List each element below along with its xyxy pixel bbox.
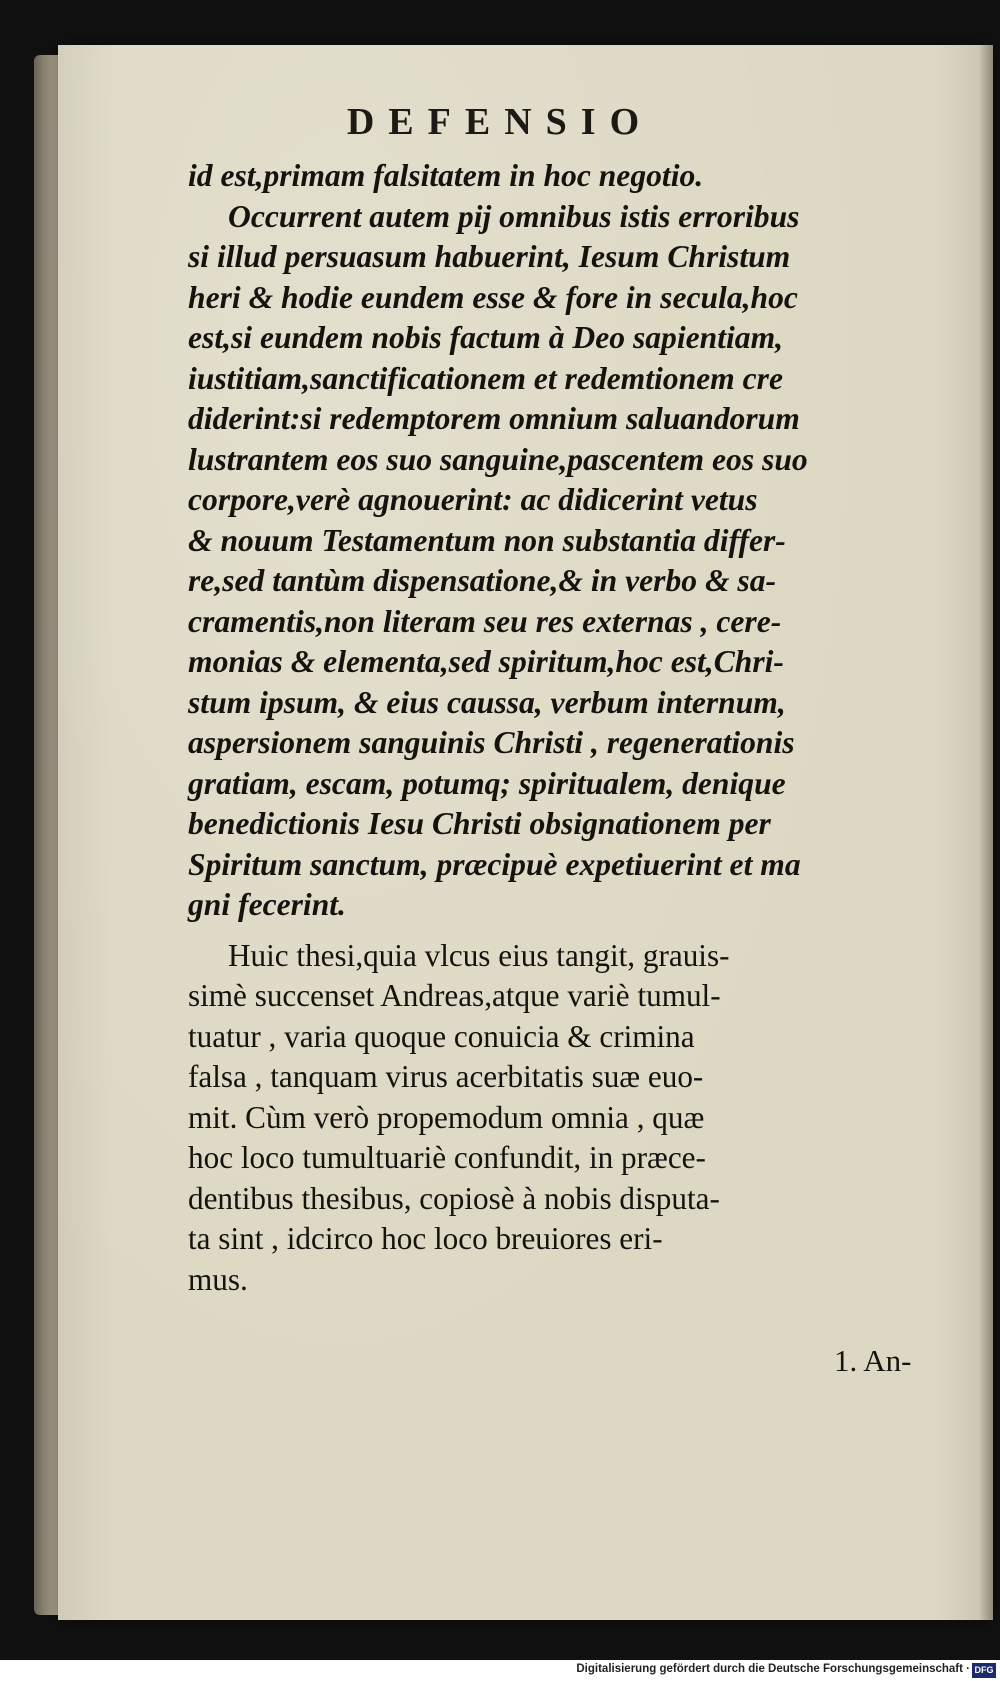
text-line: benedictionis Iesu Christi obsignationem per — [188, 806, 771, 841]
text-line: cramentis,non literam seu res externas , cere- — [188, 603, 782, 639]
text-line: gratiam, escam, potumq; spiritualem, denique — [188, 765, 786, 801]
funding-credit: Digitalisierung gefördert durch die Deutsche Forschungsgemeinschaft · — [576, 1663, 970, 1675]
text-line: Occurrent autem pij omnibus istis erroribus — [228, 198, 800, 234]
text-block — [188, 156, 878, 1300]
italic-paragraph — [188, 156, 878, 926]
text-line: ta sint , idcirco hoc loco breuiores eri- — [188, 1221, 663, 1256]
text-line: est,si eundem nobis factum à Deo sapientiam, — [188, 320, 784, 355]
text-line: re,sed tantùm dispensatione,& in verbo & sa- — [188, 563, 777, 598]
roman-paragraph — [188, 936, 878, 1301]
text-line: id est,primam falsitatem in hoc negotio. — [188, 158, 704, 193]
text-line: mus. — [188, 1261, 248, 1297]
text-line: aspersionem sanguinis Christi , regenerationis — [188, 725, 795, 760]
text-line: falsa , tanquam virus acerbitatis suæ euo- — [188, 1059, 704, 1094]
text-line: stum ipsum, & eius caussa, verbum internum, — [188, 684, 786, 720]
text-line: tuatur , varia quoque conuicia & crimina — [188, 1018, 695, 1054]
text-line: hoc loco tumultuariè confundit, in præce- — [188, 1140, 706, 1175]
text-line: Spiritum sanctum, præcipuè expetiuerint et ma — [188, 846, 801, 882]
text-line: corpore,verè agnouerint: ac didicerint vetus — [188, 482, 758, 517]
text-line: & nouum Testamentum non substantia differ- — [188, 522, 786, 558]
text-line: mit. Cùm verò propemodum omnia , quæ — [188, 1099, 705, 1135]
text-line: heri & hodie eundem esse & fore in secula,hoc — [188, 279, 798, 315]
text-line: monias & elementa,sed spiritum,hoc est,Chri- — [188, 644, 784, 679]
text-line: Huic thesi,quia vlcus eius tangit, grauis- — [228, 937, 730, 973]
running-head: DEFENSIO — [346, 101, 654, 143]
page-gutter-shadow — [979, 45, 993, 1620]
text-line: gni fecerint. — [188, 887, 346, 922]
text-line: iustitiam,sanctificationem et redemtionem cre — [188, 360, 783, 396]
footer-bar — [0, 1660, 1000, 1681]
text-line: lustrantem eos suo sanguine,pascentem eos suo — [188, 441, 808, 477]
text-line: si illud persuasum habuerint, Iesum Christum — [188, 239, 791, 274]
catchword: 1. An- — [834, 1343, 912, 1378]
dfg-logo-icon: DFG — [972, 1663, 996, 1678]
text-line: dentibus thesibus, copiosè à nobis disputa- — [188, 1180, 720, 1216]
text-line: diderint:si redemptorem omnium saluandorum — [188, 401, 800, 436]
text-line: simè succenset Andreas,atque variè tumul- — [188, 978, 721, 1013]
